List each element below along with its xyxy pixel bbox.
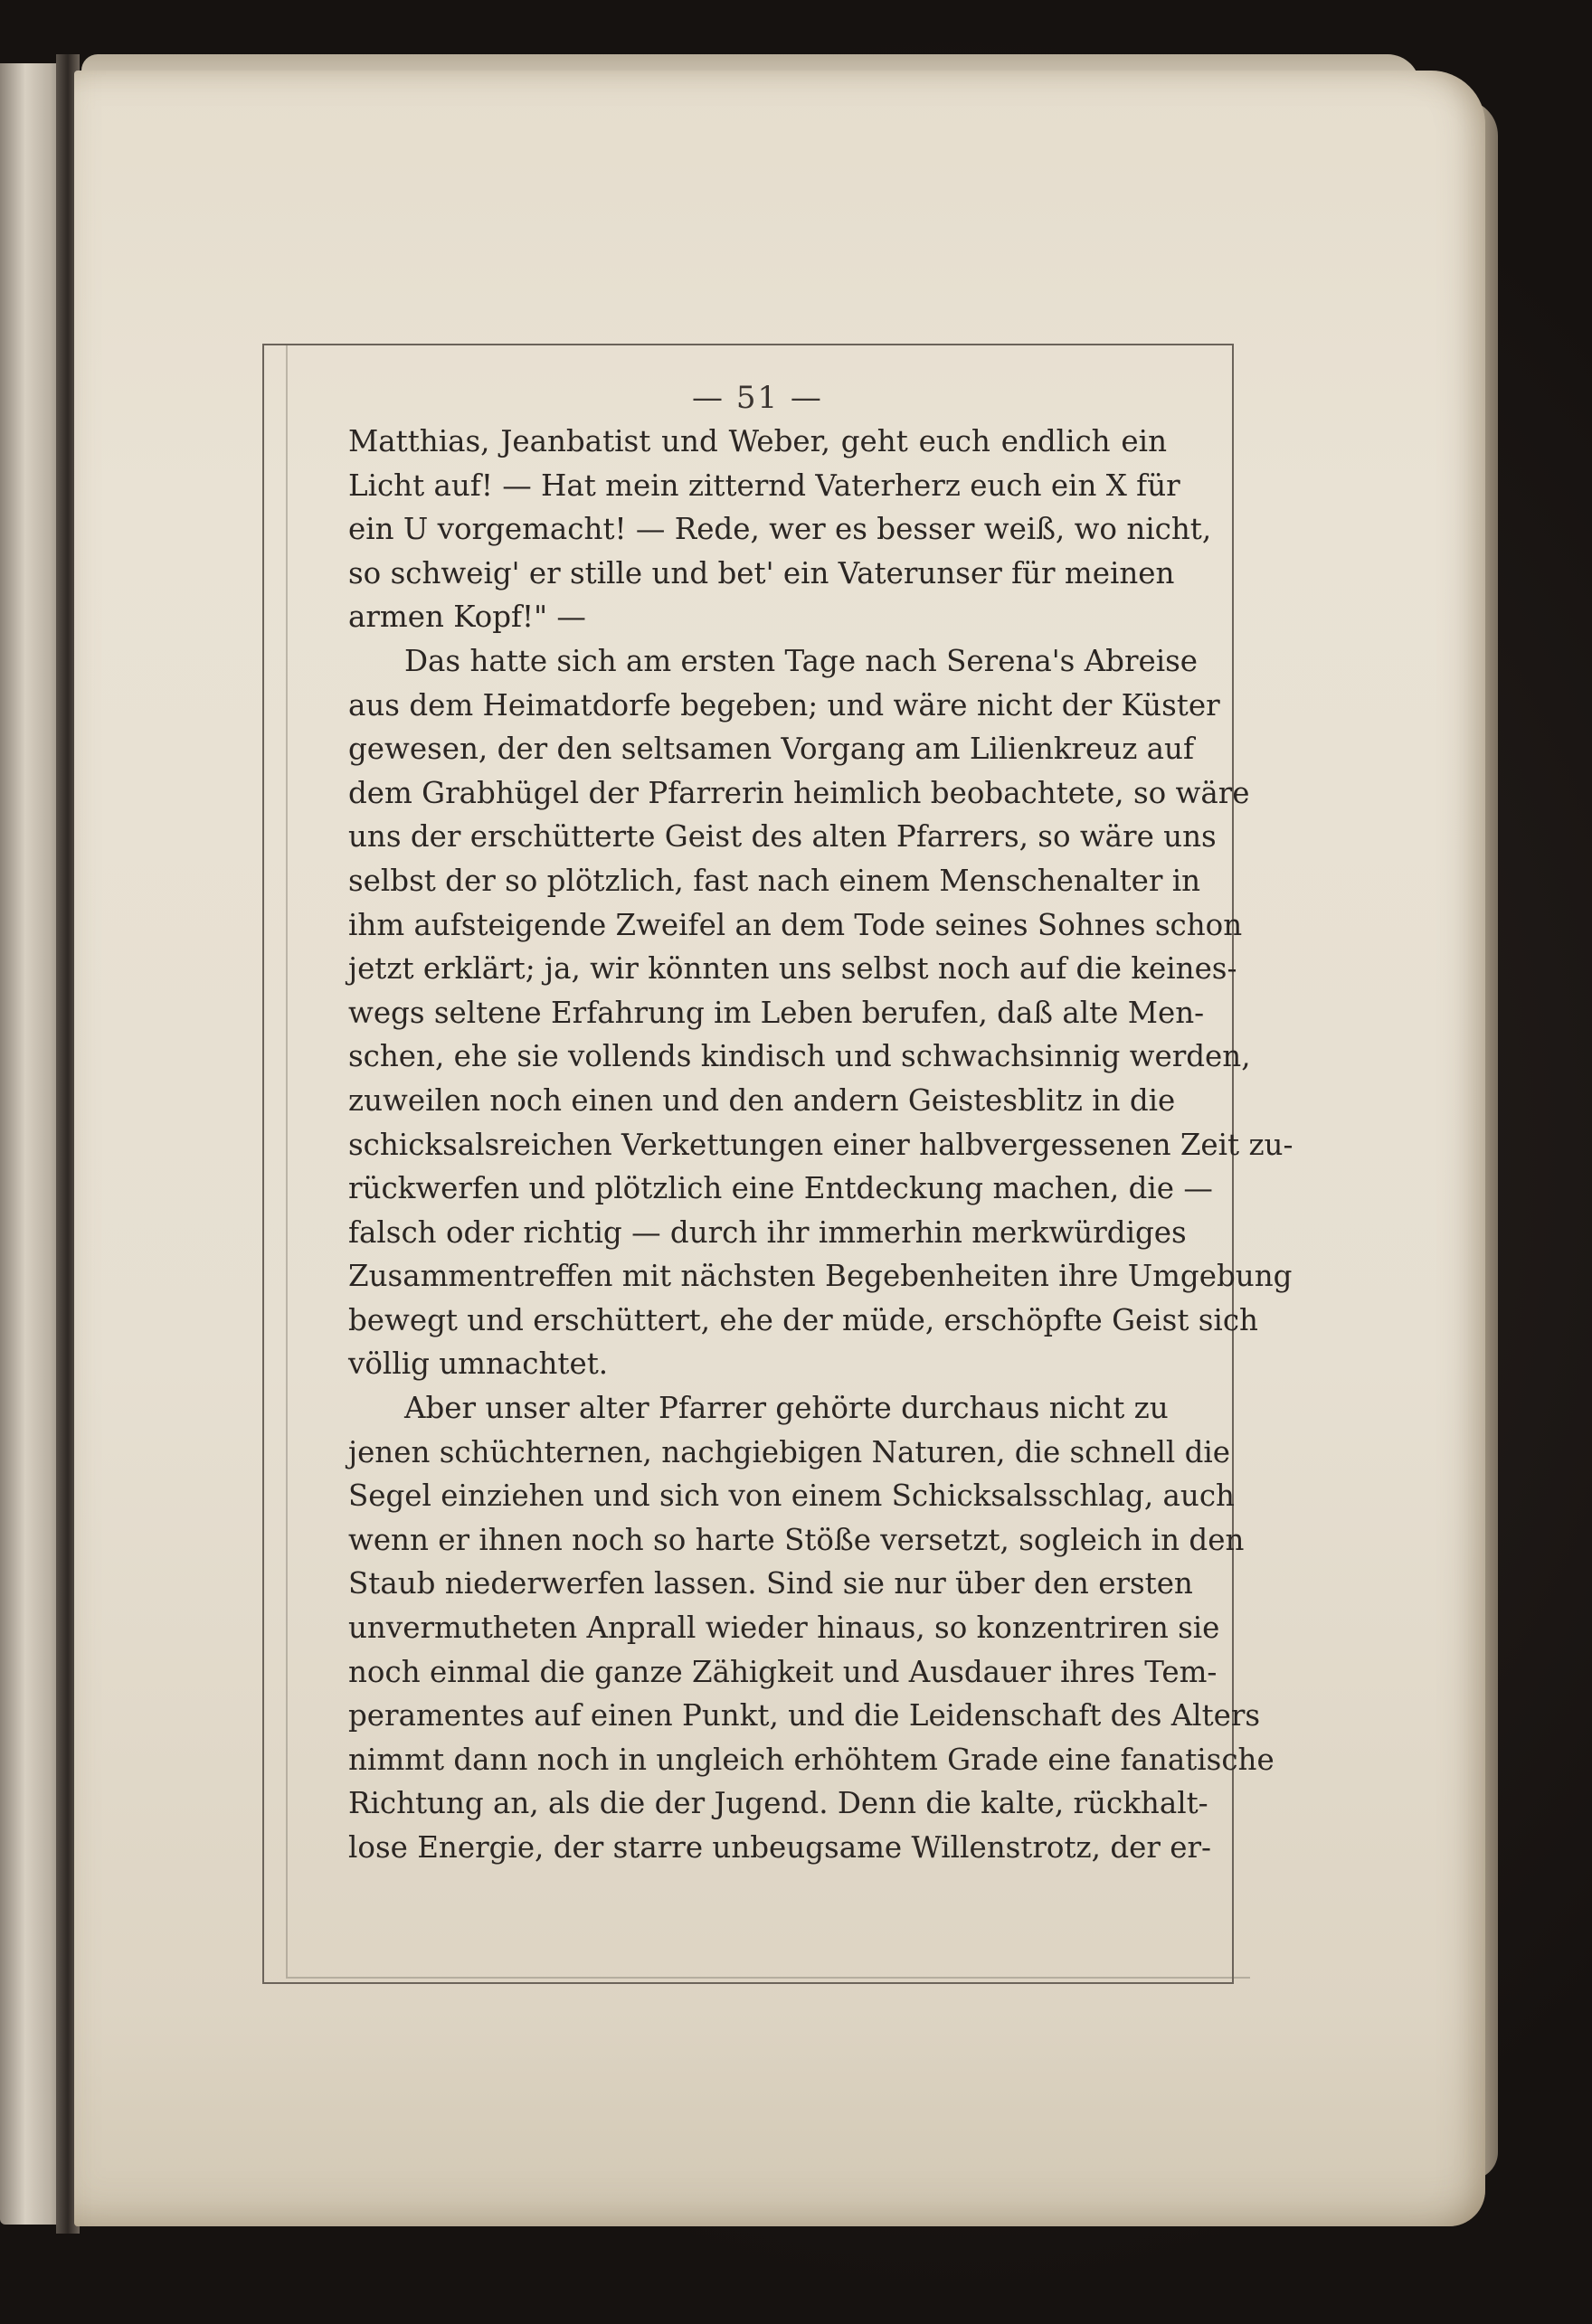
text-line: schen, ehe sie vollends kindisch und schwachsinnig werden, <box>348 1039 1251 1074</box>
text-line: ein U vorgemacht! — Rede, wer es besser weiß, wo nicht, <box>348 512 1212 547</box>
text-line: Richtung an, als die der Jugend. Denn die kalte, rückhalt- <box>348 1786 1208 1821</box>
text-line: Zusammentreffen mit nächsten Begebenheiten ihre Umgebung <box>348 1259 1293 1294</box>
text-line: schicksalsreichen Verkettungen einer halbvergessenen Zeit zu- <box>348 1127 1294 1162</box>
text-line: unvermutheten Anprall wieder hinaus, so konzentriren sie <box>348 1611 1220 1646</box>
text-line: gewesen, der den seltsamen Vorgang am Lilienkreuz auf <box>348 732 1195 767</box>
text-line: Das hatte sich am ersten Tage nach Serena's Abreise <box>404 643 1199 678</box>
text-line: ihm aufsteigende Zweifel an dem Tode seines Sohnes schon <box>348 907 1243 942</box>
text-line: nimmt dann noch in ungleich erhöhtem Grade eine fanatische <box>348 1742 1275 1777</box>
text-line: Staub niederwerfen lassen. Sind sie nur über den ersten <box>348 1566 1193 1601</box>
text-line: wegs seltene Erfahrung im Leben berufen, daß alte Men- <box>348 995 1205 1030</box>
text-line: so schweig' er stille und bet' ein Vaterunser für meinen <box>348 555 1175 590</box>
text-line: aus dem Heimatdorfe begeben; und wäre nicht der Küster <box>348 687 1220 723</box>
text-line: Matthias, Jeanbatist und Weber, geht euch endlich ein <box>348 424 1167 458</box>
text-line: falsch oder richtig — durch ihr immerhin merkwürdiges <box>348 1214 1187 1250</box>
text-line: lose Energie, der starre unbeugsame Willenstrotz, der er- <box>348 1830 1211 1865</box>
text-line: Segel einziehen und sich von einem Schicksalsschlag, auch <box>348 1478 1235 1514</box>
text-line: bewegt und erschüttert, ehe der müde, erschöpfte Geist sich <box>348 1302 1258 1337</box>
text-line: jenen schüchternen, nachgiebigen Naturen, die schnell die <box>348 1434 1231 1469</box>
text-line: jetzt erklärt; ja, wir könnten uns selbst noch auf die keines- <box>348 951 1237 987</box>
text-line: wenn er ihnen noch so harte Stöße versetzt, sogleich in den <box>348 1522 1245 1557</box>
text-line: armen Kopf!" — <box>348 600 586 635</box>
text-line: dem Grabhügel der Pfarrerin heimlich beobachtete, so wäre <box>348 775 1250 810</box>
page-number: — 51 — <box>692 380 823 416</box>
text-line: völlig umnachtet. <box>348 1346 609 1382</box>
text-line: uns der erschütterte Geist des alten Pfarrers, so wäre uns <box>348 819 1217 855</box>
text-line: Licht auf! — Hat mein zitternd Vaterherz euch ein X für <box>348 468 1180 503</box>
page-text <box>348 380 1294 1870</box>
text-line: zuweilen noch einen und den andern Geistesblitz in die <box>348 1082 1176 1118</box>
text-line: Aber unser alter Pfarrer gehörte durchaus nicht zu <box>404 1391 1169 1426</box>
text-line: rückwerfen und plötzlich eine Entdeckung machen, die — <box>348 1171 1213 1206</box>
text-lines <box>348 420 1294 1870</box>
text-line: selbst der so plötzlich, fast nach einem Menschenalter in <box>348 863 1201 898</box>
text-line: peramentes auf einen Punkt, und die Leidenschaft des Alters <box>348 1698 1261 1734</box>
text-line: noch einmal die ganze Zähigkeit und Ausdauer ihres Tem- <box>348 1654 1218 1689</box>
